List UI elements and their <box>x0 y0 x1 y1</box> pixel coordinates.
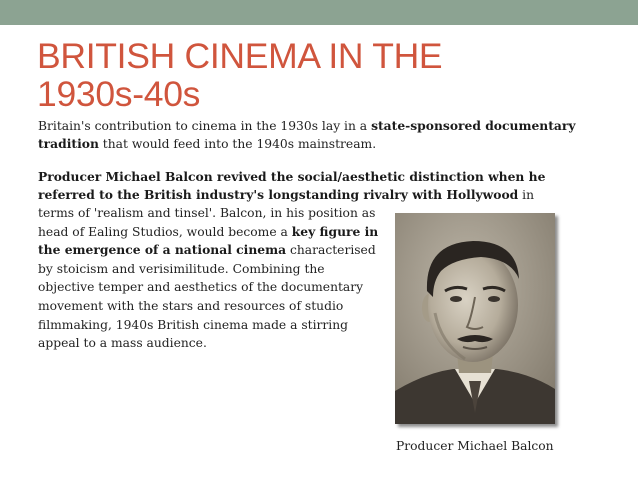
slide-title-line-2: 1930s-40s <box>37 74 201 114</box>
slide-title-line-1: BRITISH CINEMA IN THE <box>37 36 443 76</box>
photo-caption: Producer Michael Balcon <box>396 439 554 453</box>
paragraph3-text-a: terms of 'realism and tinsel'. Balcon, in his position as head of Ealing Studios, would become a <box>38 206 376 239</box>
paragraph-balcon-rivalry <box>38 168 604 204</box>
slide-title <box>37 37 442 113</box>
paragraph1-text-a: Britain's contribution to cinema in the 1930s lay in a <box>38 119 372 133</box>
paragraph2-text-a: in <box>518 188 535 202</box>
paragraph-ealing-studios <box>38 204 383 353</box>
michael-balcon-portrait-photo <box>395 213 555 424</box>
paragraph1-bold-a: state-sponsored documentary tradition <box>38 118 576 151</box>
top-accent-bar <box>0 0 638 25</box>
portrait-illustration <box>395 213 555 424</box>
paragraph1-text-b: that would feed into the 1940s mainstream. <box>98 137 377 151</box>
paragraph2-bold-a: Producer Michael Balcon revived the social/aesthetic distinction when he referred to the British industry's longstanding rivalry with Hollywood <box>38 169 546 202</box>
paragraph3-text-b: characterised by stoicism and verisimilitude. Combining the objective temper and aesthetics of the documentary movement with the stars and resources of studio filmmaking, 1940s British cinema made a stirring appeal to a mass audience. <box>38 243 376 351</box>
paragraph3-bold-a: key figure in the emergence of a national cinema <box>38 223 379 258</box>
paragraph-documentary-tradition <box>38 117 608 153</box>
